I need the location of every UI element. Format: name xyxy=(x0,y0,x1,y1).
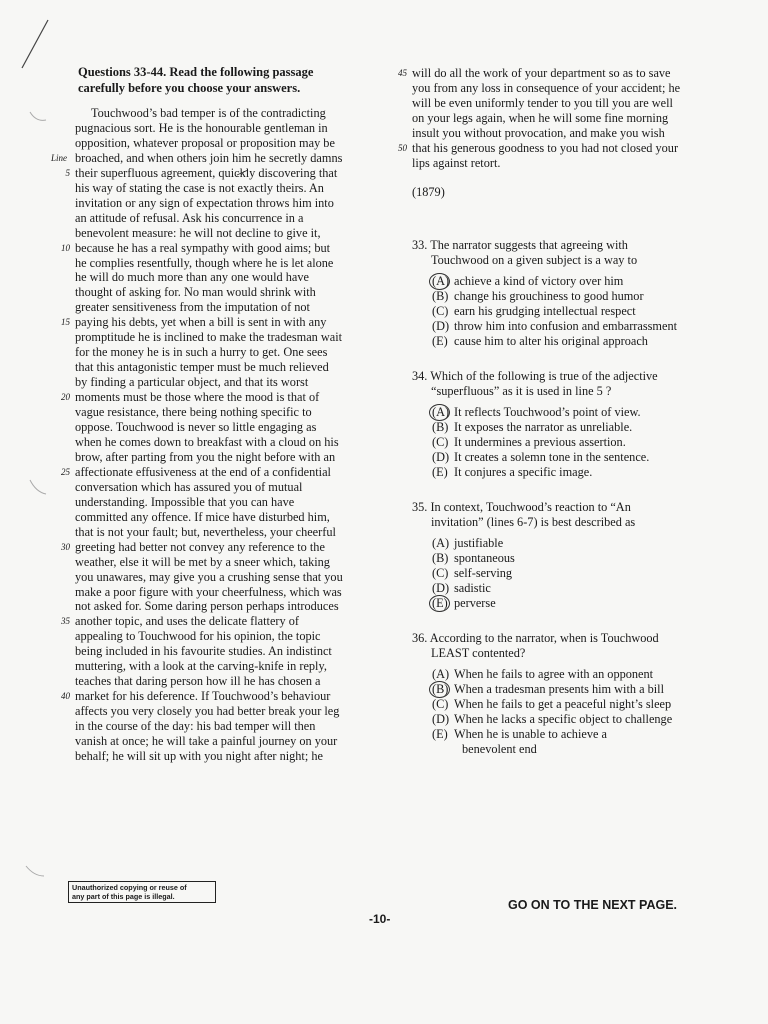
heading-line: Questions 33-44. Read the following passage xyxy=(78,65,314,79)
passage-line xyxy=(75,300,375,315)
line-text: he complies resentfully, though where he is let alone xyxy=(75,255,334,270)
line-text: Touchwood’s bad temper is of the contradicting xyxy=(91,106,326,120)
line-text: not asked for. Some daring person perhaps introduces xyxy=(75,599,339,614)
choice-text: When he is unable to achieve a xyxy=(454,726,607,741)
passage-line xyxy=(75,719,375,734)
question-item xyxy=(412,500,722,611)
questions-column xyxy=(398,66,722,757)
passage-line xyxy=(412,96,722,111)
question-stem-line: 33. The narrator suggests that agreeing with xyxy=(412,237,628,252)
question-stem xyxy=(412,500,722,530)
passage-line xyxy=(75,106,375,121)
passage-line xyxy=(75,659,375,674)
passage-line xyxy=(75,405,375,420)
line-text: in the course of the day: his bad temper will then xyxy=(75,719,316,734)
line-text: teaches that daring person how ill he has chosen a xyxy=(75,674,321,689)
answer-choice[interactable] xyxy=(432,667,722,682)
question-list xyxy=(412,238,722,757)
passage-line xyxy=(75,450,375,465)
question-stem-line: 36. According to the narrator, when is Touchwood xyxy=(412,630,659,645)
answer-choice[interactable] xyxy=(432,551,722,566)
line-number: 40 xyxy=(61,691,70,702)
line-text: brow, after parting from you the night before with an xyxy=(75,449,336,464)
choice-text: cause him to alter his original approach xyxy=(454,333,648,348)
passage-line xyxy=(61,464,375,480)
choice-text: earn his grudging intellectual respect xyxy=(454,303,636,318)
choice-text: It undermines a previous assertion. xyxy=(454,434,626,449)
line-text: understanding. Impossible that you can have xyxy=(75,494,295,509)
line-text: you unawares, may give you a crushing sense that you xyxy=(75,569,343,584)
passage-line xyxy=(412,111,722,126)
passage-line xyxy=(75,599,375,614)
passage-text-continued xyxy=(398,66,722,171)
answer-choice[interactable] xyxy=(432,274,722,289)
passage-line xyxy=(75,136,375,151)
line-text: behalf; he will sit up with you night after night; he xyxy=(75,748,323,763)
passage-line xyxy=(75,570,375,585)
choice-text: It exposes the narrator as unreliable. xyxy=(454,419,633,434)
line-text: his way of stating the case is not exactly theirs. An xyxy=(75,180,324,195)
choice-letter: (B) xyxy=(432,419,449,434)
choice-letter: (B) xyxy=(432,288,449,303)
go-on-notice: GO ON TO THE NEXT PAGE. xyxy=(508,898,678,912)
line-text: paying his debts, yet when a bill is sent in with any xyxy=(75,315,327,330)
passage-line xyxy=(412,81,722,96)
line-number: 15 xyxy=(61,317,70,328)
heading-line: carefully before you choose your answers. xyxy=(78,81,301,95)
passage-line xyxy=(75,435,375,450)
answer-choice[interactable] xyxy=(432,435,722,450)
choice-letter: (E) xyxy=(432,726,448,741)
passage-line xyxy=(412,156,722,171)
line-number: 50 xyxy=(398,142,407,153)
line-text: promptitude he is inclined to make the tradesman wait xyxy=(75,330,343,345)
line-text: greater sensitiveness from the imputation of not xyxy=(75,300,310,315)
passage-line xyxy=(75,525,375,540)
line-text: lips against retort. xyxy=(412,155,501,170)
answer-choice[interactable] xyxy=(432,712,722,727)
passage-line xyxy=(75,270,375,285)
choice-letter: (C) xyxy=(432,696,449,711)
passage-line xyxy=(75,375,375,390)
line-text: by finding a particular object, and that its worst xyxy=(75,375,309,390)
choice-letter: (D) xyxy=(432,449,450,464)
passage-line xyxy=(75,734,375,749)
question-stem-line: invitation” (lines 6-7) is best described as xyxy=(431,514,636,529)
answer-choice[interactable] xyxy=(432,596,722,611)
passage-line xyxy=(75,226,375,241)
line-text: their superfluous agreement, quickly discovering that xyxy=(75,165,338,180)
choice-text: sadistic xyxy=(454,580,491,595)
choice-text: When he fails to get a peaceful night’s sleep xyxy=(454,696,672,711)
passage-line xyxy=(61,539,375,555)
passage-line xyxy=(75,181,375,196)
passage-line xyxy=(75,256,375,271)
choice-letter: (E) xyxy=(432,333,448,348)
line-text: that is not your fault; but, nevertheless, your cheerful xyxy=(75,524,336,539)
choice-letter: (A) xyxy=(432,535,450,550)
question-item xyxy=(412,238,722,349)
line-text: that this antagonistic temper must be much relieved xyxy=(75,360,329,375)
answer-choices xyxy=(412,667,722,757)
choice-text: spontaneous xyxy=(454,550,515,565)
choice-text: justifiable xyxy=(454,535,504,550)
circled-choice-letter: (A) xyxy=(432,405,454,420)
line-text: he will do much more than any one would have xyxy=(75,270,309,285)
answer-choices xyxy=(412,274,722,349)
choice-text: perverse xyxy=(454,595,496,610)
line-text: being included in his favourite studies. An indistinct xyxy=(75,644,332,659)
passage-line xyxy=(75,644,375,659)
passage-line xyxy=(75,420,375,435)
line-text: oppose. Touchwood is never so little engaging as xyxy=(75,420,317,435)
choice-text: It creates a solemn tone in the sentence. xyxy=(454,449,650,464)
question-stem-line: 35. In context, Touchwood’s reaction to “An xyxy=(412,499,631,514)
passage-line xyxy=(75,360,375,375)
line-text: opposition, whatever proposal or proposition may be xyxy=(75,135,335,150)
choice-text: self-serving xyxy=(454,565,513,580)
line-text: another topic, and uses the delicate flattery of xyxy=(75,614,299,629)
circled-choice-letter: (E) xyxy=(432,596,454,611)
line-text: invitation or any sign of expectation throws him into xyxy=(75,195,334,210)
line-text: vanish at once; he will take a painful journey on your xyxy=(75,734,338,749)
passage-line xyxy=(75,629,375,644)
question-item xyxy=(412,631,722,757)
line-text: that his generous goodness to you had not closed your xyxy=(412,140,679,155)
line-text: affectionate effusiveness at the end of a confidential xyxy=(75,464,331,479)
line-text: will do all the work of your department so as to save xyxy=(412,66,671,80)
line-text: pugnacious sort. He is the honourable gentleman in xyxy=(75,120,328,135)
line-number: 10 xyxy=(61,242,70,253)
passage-line xyxy=(75,495,375,510)
circled-choice-letter: (A) xyxy=(432,274,454,289)
answer-choice[interactable] xyxy=(432,450,722,465)
line-text: greeting had better not convey any reference to the xyxy=(75,539,325,554)
line-number: 5 xyxy=(65,167,70,178)
line-label: Line xyxy=(50,152,67,163)
passage-line xyxy=(61,315,375,330)
answer-choice[interactable] xyxy=(432,405,722,420)
line-number: 25 xyxy=(61,466,70,477)
choice-text: It conjures a specific image. xyxy=(454,464,593,479)
passage-line xyxy=(50,150,375,166)
passage-line xyxy=(75,211,375,226)
passage-line xyxy=(61,689,375,704)
choice-letter: (E) xyxy=(432,464,448,479)
copyright-line: Unauthorized copying or reuse of xyxy=(72,883,187,892)
line-text: for the money he is in such a hurry to get. One sees xyxy=(75,345,328,360)
passage-column xyxy=(50,64,375,764)
answer-choice[interactable] xyxy=(432,682,722,697)
question-stem-line: Touchwood on a given subject is a way to xyxy=(431,252,638,267)
line-number: 35 xyxy=(61,616,70,627)
line-text: weather, else it will be met by a sneer which, taking xyxy=(75,554,330,569)
passage-line xyxy=(75,510,375,525)
page-number: -10- xyxy=(369,912,391,926)
passage-line xyxy=(75,704,375,719)
line-text: will be even uniformly tender to you till you are well xyxy=(412,95,673,110)
passage-line xyxy=(61,390,375,405)
passage-line xyxy=(65,165,375,181)
choice-text: When a tradesman presents him with a bill xyxy=(454,681,665,696)
question-item xyxy=(412,369,722,480)
passage-line xyxy=(75,585,375,600)
answer-choice[interactable] xyxy=(432,697,722,712)
choice-letter: (D) xyxy=(432,318,450,333)
line-text: affects you very closely you had better break your leg xyxy=(75,704,340,719)
choice-letter: (A) xyxy=(432,666,450,681)
choice-text: When he fails to agree with an opponent xyxy=(454,666,654,681)
passage-line xyxy=(75,480,375,495)
choice-text: change his grouchiness to good humor xyxy=(454,288,644,303)
line-text: insult you without provocation, and make you wish xyxy=(412,125,665,140)
passage-line xyxy=(75,674,375,689)
line-text: vague resistance, there being nothing specific to xyxy=(75,405,312,420)
passage-line xyxy=(75,330,375,345)
choice-text: It reflects Touchwood’s point of view. xyxy=(454,404,641,419)
line-text: when he comes down to breakfast with a cloud on his xyxy=(75,434,339,449)
choice-text: achieve a kind of victory over him xyxy=(454,273,624,288)
choice-letter: (C) xyxy=(432,303,449,318)
answer-choice[interactable] xyxy=(432,566,722,581)
passage-line xyxy=(398,66,722,81)
line-text: benevolent measure: he will not decline to give it, xyxy=(75,225,321,240)
question-stem-line: 34. Which of the following is true of the adjective xyxy=(412,368,658,383)
answer-choice[interactable] xyxy=(432,304,722,319)
answer-choice[interactable] xyxy=(432,319,722,334)
passage-line xyxy=(61,240,375,256)
line-text: make a poor figure with your cheerfulness, which was xyxy=(75,584,342,599)
passage-line xyxy=(75,345,375,360)
line-text: appealing to Touchwood for his opinion, the topic xyxy=(75,629,321,644)
passage-year: (1879) xyxy=(412,184,445,199)
question-stem xyxy=(412,238,722,268)
passage-heading xyxy=(78,64,358,96)
line-number: 20 xyxy=(61,392,70,403)
passage-line xyxy=(75,555,375,570)
choice-text-continued: benevolent end xyxy=(462,741,537,756)
line-text: because he has a real sympathy with good aims; but xyxy=(75,240,331,255)
answer-choice[interactable] xyxy=(432,420,722,435)
question-stem xyxy=(412,369,722,399)
line-text: an attitude of refusal. Ask his concurrence in a xyxy=(75,210,304,225)
line-number: 45 xyxy=(398,68,407,78)
line-text: muttering, with a look at the carving-knife in reply, xyxy=(75,659,327,674)
choice-letter: (C) xyxy=(432,565,449,580)
answer-choice[interactable] xyxy=(432,289,722,304)
choice-text: When he lacks a specific object to challenge xyxy=(454,711,673,726)
line-text: you from any loss in consequence of your accident; he xyxy=(412,80,681,95)
line-text: market for his deference. If Touchwood’s behaviour xyxy=(75,689,331,704)
question-stem-line: LEAST contented? xyxy=(431,645,526,660)
answer-choices xyxy=(412,536,722,611)
circled-choice-letter: (B) xyxy=(432,682,454,697)
answer-choice[interactable] xyxy=(432,727,722,742)
answer-choice[interactable] xyxy=(432,465,722,480)
copyright-notice xyxy=(68,881,216,903)
line-text: committed any offence. If mice have disturbed him, xyxy=(75,509,330,524)
answer-choice[interactable] xyxy=(432,581,722,596)
answer-choice[interactable] xyxy=(432,334,722,349)
answer-choices xyxy=(412,405,722,480)
question-stem-line: “superfluous” as it is used in line 5 ? xyxy=(431,383,612,398)
line-text: moments must be those where the mood is that of xyxy=(75,390,320,405)
passage-line xyxy=(61,614,375,629)
question-stem xyxy=(412,631,722,661)
line-text: on your legs again, when he will some fine morning xyxy=(412,110,669,125)
passage-line xyxy=(75,285,375,300)
passage-line xyxy=(75,749,375,764)
passage-line xyxy=(412,126,722,141)
passage-line xyxy=(75,196,375,211)
choice-letter: (B) xyxy=(432,550,449,565)
line-text: conversation which has assured you of mutual xyxy=(75,479,303,494)
passage-line xyxy=(75,121,375,136)
passage-text xyxy=(50,106,375,764)
choice-text: throw him into confusion and embarrassment xyxy=(454,318,678,333)
choice-letter: (D) xyxy=(432,580,450,595)
choice-letter: (C) xyxy=(432,434,449,449)
line-text: broached, and when others join him he secretly damns xyxy=(75,150,343,165)
line-text: thought of asking for. No man would shrink with xyxy=(75,285,316,300)
line-number: 30 xyxy=(61,541,70,552)
answer-choice[interactable] xyxy=(432,536,722,551)
copyright-line: any part of this page is illegal. xyxy=(72,892,175,901)
choice-letter: (D) xyxy=(432,711,450,726)
passage-line xyxy=(398,140,722,156)
